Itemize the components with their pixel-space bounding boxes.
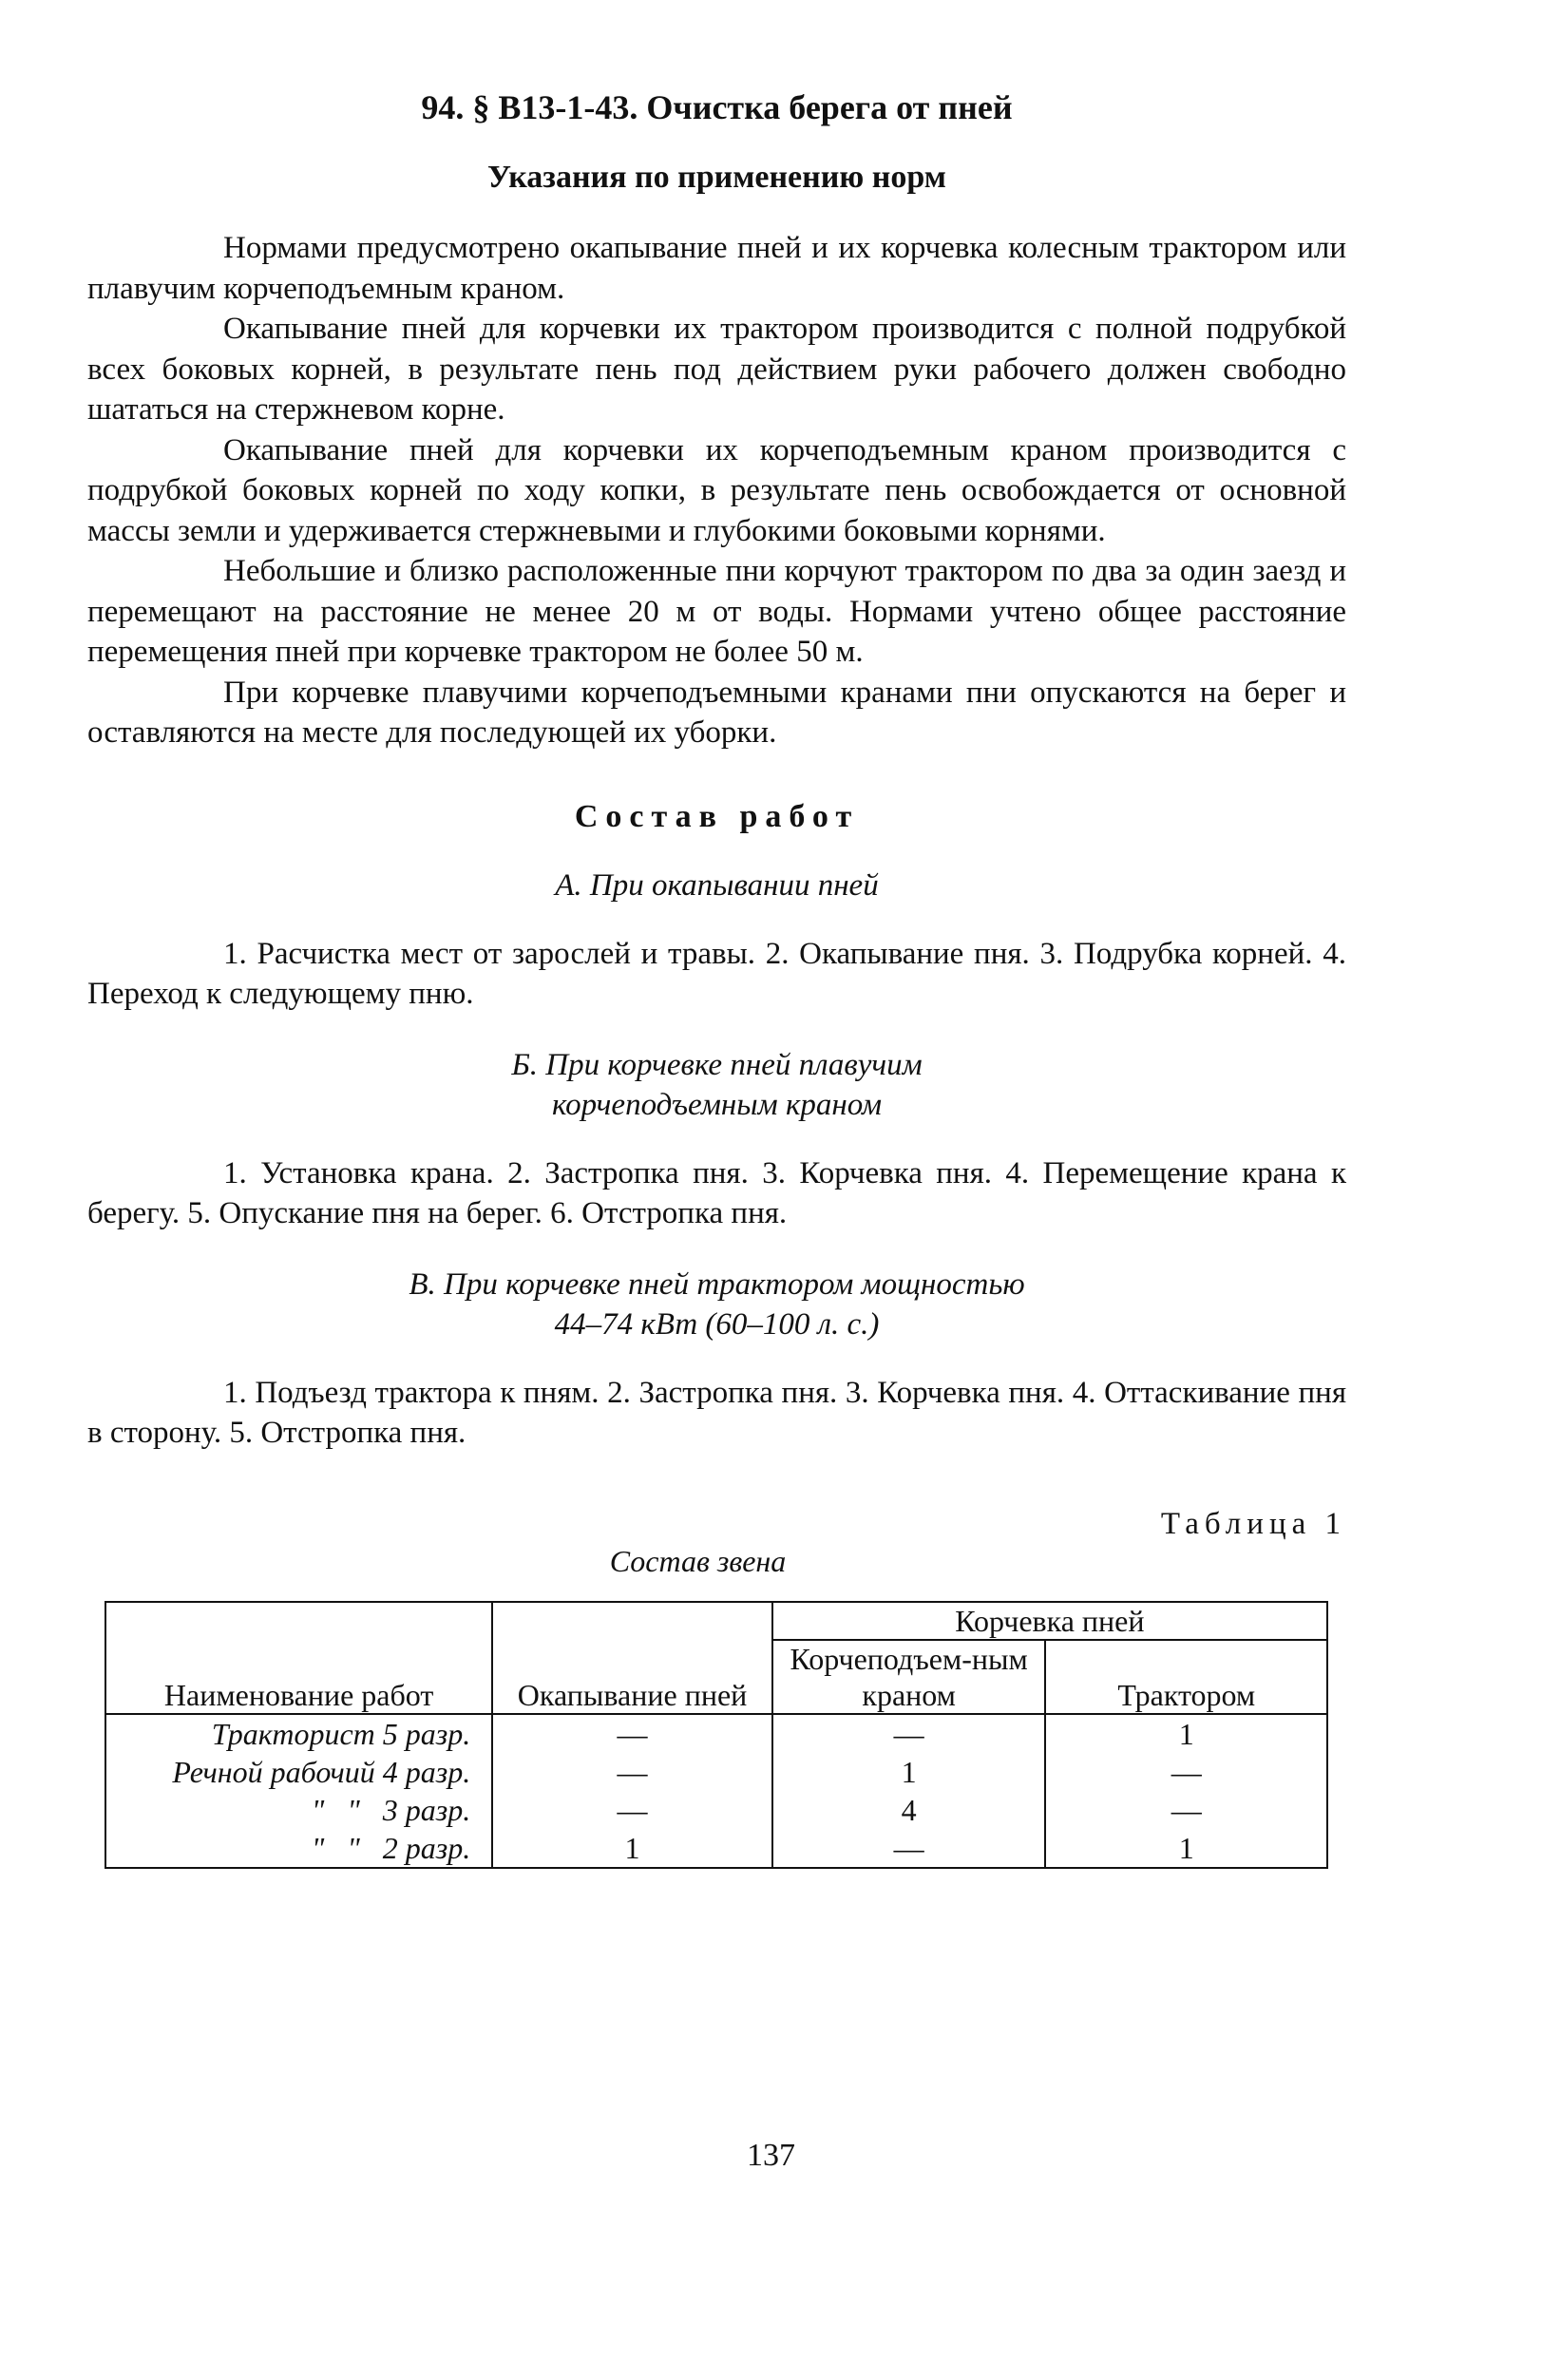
cell-value: — (492, 1791, 772, 1829)
subsection-text-b: 1. Установка крана. 2. Застропка пня. 3. Корчевка пня. 4. Перемещение крана к берегу. 5. Опускание пня на берег. 6. Отстропка пня. (87, 1155, 1346, 1230)
crew-table (105, 1601, 1328, 1869)
header-crane: Корчеподъем-ным краном (772, 1640, 1046, 1714)
cell-value: 1 (492, 1829, 772, 1868)
table-row (105, 1714, 1327, 1753)
subsection-heading-c (87, 1265, 1346, 1344)
subsection-heading-line: А. При окапывании пней (555, 867, 879, 903)
cell-value: — (492, 1714, 772, 1753)
subsection-heading-line: корчеподъемным краном (551, 1087, 883, 1122)
cell-name: Тракторист 5 разр. (105, 1714, 492, 1753)
cell-value: — (1045, 1791, 1327, 1829)
cell-name: " " 2 разр. (105, 1829, 492, 1868)
table-caption: Состав звена (609, 1543, 787, 1578)
table-row (105, 1829, 1327, 1868)
cell-name: Речной рабочий 4 разр. (105, 1753, 492, 1791)
subsection-heading-line: Б. При корчевке пней плавучим (511, 1047, 923, 1082)
table-row (105, 1791, 1327, 1829)
subsection-text-a: 1. Расчистка мест от зарослей и травы. 2. Окапывание пня. 3. Подрубка корней. 4. Переход к следующему пню. (87, 936, 1346, 1011)
header-uprooting-group: Корчевка пней (772, 1602, 1327, 1640)
cell-value: — (772, 1714, 1046, 1753)
header-digging: Окапывание пней (492, 1602, 772, 1714)
paragraph: Небольшие и близко расположенные пни корчуют трактором по два за один заезд и перемещают на расстояние не менее 20 м от воды. Нормами учтено общее расстояние перемещения пней при корчевке трактором не более 50 м. (87, 554, 1346, 669)
page-content (87, 87, 1346, 1579)
cell-value: 1 (772, 1753, 1046, 1791)
cell-value: 1 (1045, 1714, 1327, 1753)
subsection-text-c: 1. Подъезд трактора к пням. 2. Застропка пня. 3. Корчевка пня. 4. Оттаскивание пня в сторону. 5. Отстропка пня. (87, 1375, 1346, 1450)
table-row (105, 1753, 1327, 1791)
cell-value: 4 (772, 1791, 1046, 1829)
paragraph: Окапывание пней для корчевки их корчеподъемным краном производится с подрубкой боковых корней по ходу копки, в результате пень освобождается от основной массы земли и удерживается стержневыми и глубокими боковыми корнями. (87, 432, 1346, 548)
header-name: Наименование работ (105, 1602, 492, 1714)
table-label: Таблица 1 (1160, 1506, 1346, 1541)
cell-value: 1 (1045, 1829, 1327, 1868)
cell-value: — (492, 1753, 772, 1791)
section-subtitle: Указания по применению норм (487, 160, 946, 195)
header-tractor: Трактором (1045, 1640, 1327, 1714)
subsection-heading-a (87, 866, 1346, 905)
composition-heading: Состав работ (574, 798, 860, 834)
subsection-heading-line: В. При корчевке пней трактором мощностью (409, 1266, 1025, 1302)
paragraph: При корчевке плавучими корчеподъемными кранами пни опускаются на берег и оставляются на месте для последующей их уборки. (87, 675, 1346, 750)
section-title: 94. § В13-1-43. Очистка берега от пней (421, 88, 1013, 126)
subsection-heading-line: 44–74 кВт (60–100 л. с.) (554, 1306, 880, 1342)
page-number: 137 (747, 2138, 795, 2173)
table-header-row (105, 1602, 1327, 1640)
paragraph: Окапывание пней для корчевки их трактором производится с полной подрубкой всех боковых корней, в результате пень под действием руки рабочего должен свободно шататься на стержневом корне. (87, 312, 1346, 427)
paragraph: Нормами предусмотрено окапывание пней и их корчевка колесным трактором или плавучим корчеподъемным краном. (87, 231, 1346, 306)
subsection-heading-b (87, 1045, 1346, 1125)
cell-value: — (1045, 1753, 1327, 1791)
cell-name: " " 3 разр. (105, 1791, 492, 1829)
cell-value: — (772, 1829, 1046, 1868)
